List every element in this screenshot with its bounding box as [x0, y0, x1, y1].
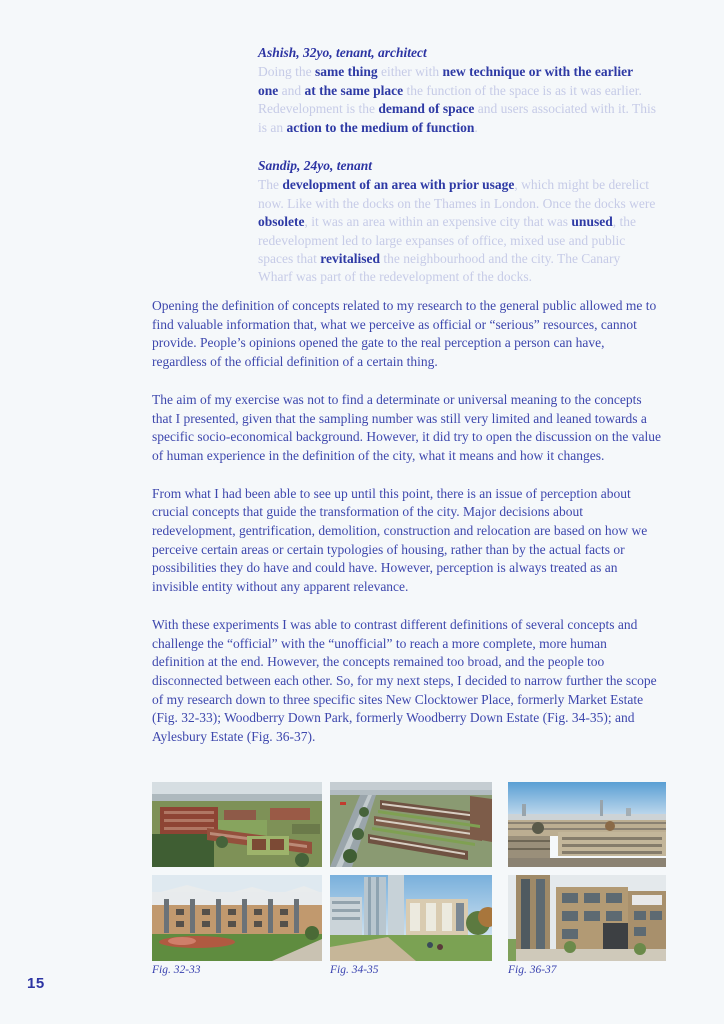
photo-new-clocktower-place [152, 875, 322, 961]
quote-segment-light: , the redevelopment led to large expanses of office, mixed use and public spaces that [258, 214, 636, 267]
quote-segment-light: either with [381, 64, 443, 80]
quote-segment-dark: revitalised [320, 251, 380, 267]
photo-woodberry-estate-aerial [330, 782, 492, 867]
main-text [152, 297, 662, 766]
paragraph-3: From what I had been able to see up until this point, there is an issue of perception about crucial concepts that guide the transformation of the city. Major decisions about redevelopment, gentrification, demolition, construction and relocation are based on how we perceive certain areas or certain typologies of housing, rather than by the actual facts or possibilities they do have and could have. However, perception is always treated as an invisible entity without any apparent relevance. [152, 485, 648, 595]
quote-segment-light: and users associated with it. This is an [258, 101, 656, 135]
photo-new-clocktower-place-art [152, 875, 322, 961]
quote-sandip-body [258, 176, 656, 286]
quote-segment-light: The [258, 177, 283, 193]
quote-segment-dark: demand of space [378, 101, 478, 117]
figure-grid [152, 782, 672, 982]
quote-segment-dark: at the same place [304, 82, 407, 98]
quote-segment-dark: unused [571, 214, 613, 230]
page-number: 15 [27, 975, 45, 992]
photo-woodberry-down-park [330, 875, 492, 961]
quote-ashish [258, 44, 656, 137]
quote-segment-light: , which might be derelict now. Like with the docks on the Thames in London. Once the docks were [258, 177, 656, 211]
quote-segment-light: and [281, 82, 305, 98]
paragraph-1: Opening the definition of concepts related to my research to the general public allowed me to find valuable information that, what we perceive as official or “serious” resources, cannot provide. People’s opinions opened the gate to the real perception a person can have, regardless of the official definition of a certain thing. [152, 298, 657, 370]
figure-caption-32-33: Fig. 32-33 [152, 964, 201, 976]
paragraph-4: With these experiments I was able to contrast different definitions of several concepts and challenge the “official” with the “unofficial” to reach a more complete, more human definition at the end. However, the concepts remained too broad, and the people too disconnected between each other. So, for my next steps, I decided to narrow further the scope of my research down to three specific sites New Clocktower Place, formerly Market Estate (Fig. 32-33); Woodberry Down Park, formerly Woodberry Down Estate (Fig. 34-35); and Aylesbury Estate (Fig. 36-37). [152, 616, 657, 745]
quote-segment-light: the neighbourhood and the city. The Canary Wharf was part of the redevelopment of the docks. [258, 251, 621, 285]
quote-sandip [258, 157, 656, 287]
figure-caption-34-35: Fig. 34-35 [330, 964, 379, 976]
quote-sandip-header: Sandip, 24yo, tenant [258, 158, 373, 173]
photo-aylesbury-new-build [508, 875, 666, 961]
photo-aylesbury-estate-panorama-art [508, 782, 666, 867]
quote-segment-dark: same thing [315, 64, 382, 80]
photo-market-estate-aerial-art [152, 782, 322, 867]
quote-ashish-body [258, 63, 656, 137]
quote-segment-dark: development of an area with prior usage [282, 177, 515, 193]
quote-segment-light: , it was an area within an expensive city that was [304, 214, 572, 230]
photo-aylesbury-new-build-art [508, 875, 666, 961]
quote-ashish-header: Ashish, 32yo, tenant, architect [258, 45, 427, 60]
photo-woodberry-down-park-art [330, 875, 492, 961]
figure-caption-36-37: Fig. 36-37 [508, 964, 557, 976]
quote-segment-light: . [474, 119, 478, 135]
quote-segment-dark: obsolete [258, 214, 305, 230]
quote-segment-light: Doing the [258, 64, 315, 80]
quote-segment-dark: new technique or with the earlier one [258, 64, 633, 98]
photo-woodberry-estate-aerial-art [330, 782, 492, 867]
quote-segment-dark: action to the medium of function [286, 119, 475, 135]
photo-aylesbury-estate-panorama [508, 782, 666, 867]
photo-market-estate-aerial [152, 782, 322, 867]
quote-segment-light: the function of the space is as it was earlier. Redevelopment is the [258, 82, 642, 117]
paragraph-2: The aim of my exercise was not to find a determinate or universal meaning to the concepts that I presented, given that the sampling number was still very limited and leaned towards a specific socio-economical background. However, it did try to open the discussion on the value of human experience in the definition of the city, what it means and how it changes. [152, 391, 661, 463]
